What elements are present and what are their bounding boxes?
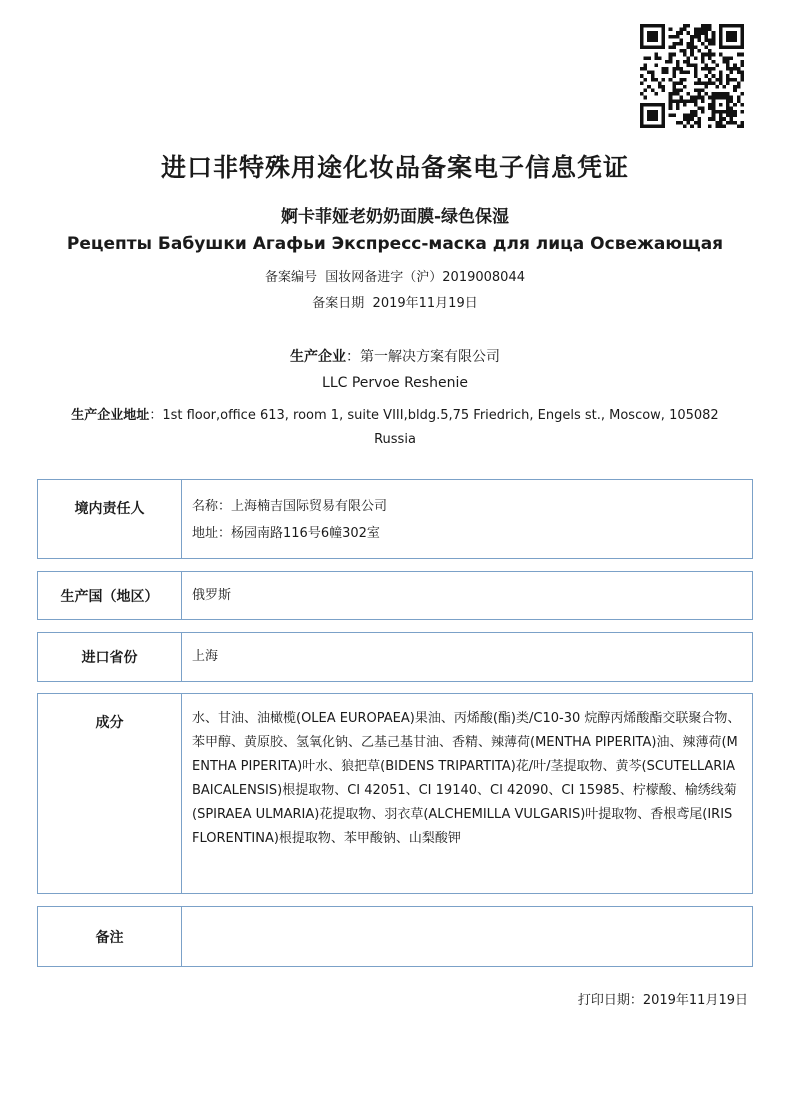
responsible-party-name: 名称：上海楠吉国际贸易有限公司 xyxy=(192,499,388,514)
responsible-party-label: 境内责任人 xyxy=(38,480,182,558)
manufacturer-address-line2: Russia xyxy=(374,432,416,447)
ingredients-label: 成分 xyxy=(38,694,182,893)
remarks-label: 备注 xyxy=(38,907,182,966)
remarks-value xyxy=(182,907,752,966)
manufacturer-address-line1: ：1st floor,office 613, room 1, suite VIII,bldg.5,75 Friedrich, Engels st., Moscow, 105082 xyxy=(149,408,719,423)
province-value: 上海 xyxy=(192,649,219,664)
registration-date-label: 备案日期 xyxy=(312,296,365,311)
province-row xyxy=(37,632,753,682)
responsible-party-content xyxy=(182,480,752,558)
ingredients-value: 水、甘油、油橄榄(OLEA EUROPAEA)果油、丙烯酸(酯)类/C10-30 烷醇丙烯酸酯交联聚合物、苯甲醇、黄原胶、氢氧化钠、乙基己基甘油、香精、辣薄荷(MENTHA PIPERITA)油、辣薄荷(MENTHA PIPERITA)叶水、狼把草(BIDENS TRIPARTITA)花/叶/茎提取物、黄芩(SCUTELLARIA BAICALENSIS)根提取物、CI 42051、CI 19140、CI 42090、CI 15985、柠檬酸、榆绣线菊(SPIRAEA ULMARIA)花提取物、羽衣草(ALCHEMILLA VULGARIS)叶提取物、香根鸢尾(IRIS FLORENTINA)根提取物、苯甲酸钠、山梨酸钾 xyxy=(192,711,741,846)
responsible-party-address: 地址：杨园南路116号6幢302室 xyxy=(192,526,380,541)
country-label: 生产国（地区） xyxy=(38,572,182,619)
manufacturer-address-label: 生产企业地址 xyxy=(71,408,150,423)
country-value: 俄罗斯 xyxy=(192,588,232,603)
page-title: 进口非特殊用途化妆品备案电子信息凭证 xyxy=(160,153,629,182)
responsible-party-row xyxy=(37,479,753,559)
registration-date-value: 2019年11月19日 xyxy=(372,296,478,311)
country-row xyxy=(37,571,753,620)
manufacturer-address xyxy=(0,404,790,423)
manufacturer-name-en: LLC Pervoe Reshenie xyxy=(322,375,468,391)
registration-number xyxy=(0,266,790,285)
manufacturer-name-cn: ：第一解决方案有限公司 xyxy=(346,349,500,365)
registration-date xyxy=(0,292,790,311)
product-name-ru: Рецепты Бабушки Агафьи Экспресс-маска для лица Освежающая xyxy=(66,234,724,254)
print-date: 打印日期：2019年11月19日 xyxy=(577,993,748,1008)
manufacturer-label: 生产企业 xyxy=(290,349,346,365)
qr-code xyxy=(640,24,744,128)
registration-number-value: 国妆网备进字（沪）2019008044 xyxy=(325,270,525,285)
qr-code-image xyxy=(640,24,744,128)
registration-number-label: 备案编号 xyxy=(265,270,318,285)
ingredients-row xyxy=(37,693,753,894)
product-name-cn: 婀卡菲娅老奶奶面膜-绿色保湿 xyxy=(280,207,510,227)
manufacturer xyxy=(0,346,790,366)
remarks-row xyxy=(37,906,753,967)
province-label: 进口省份 xyxy=(38,633,182,681)
